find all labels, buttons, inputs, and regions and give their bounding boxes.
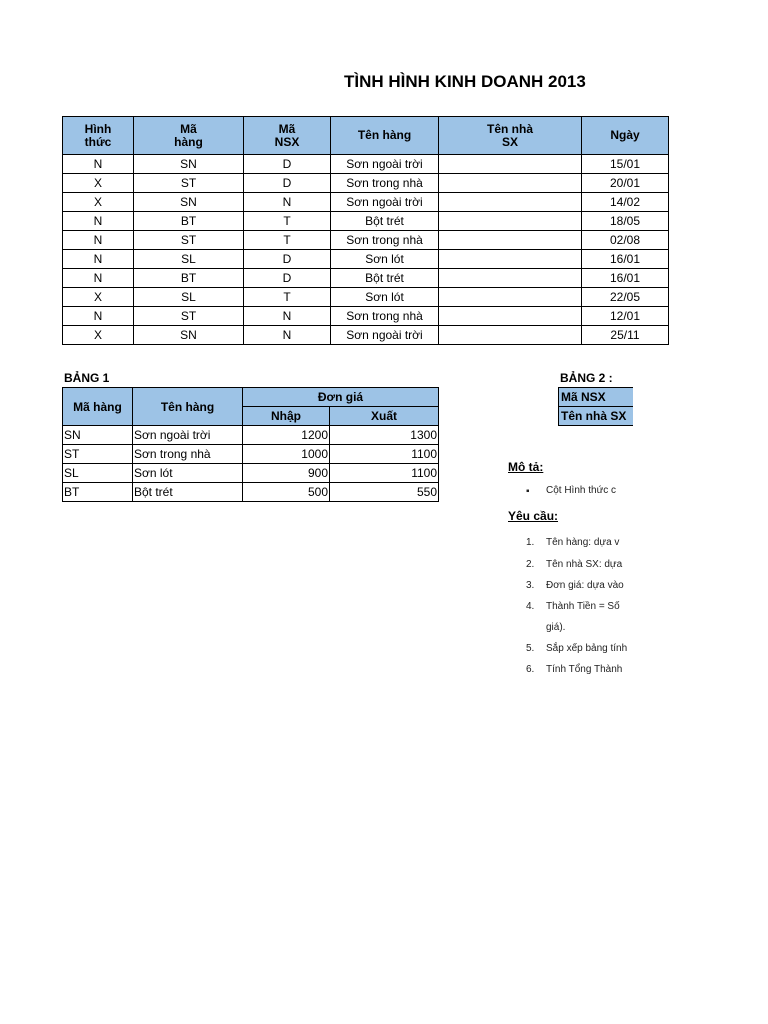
table-cell: 25/11 [582, 326, 669, 345]
table-row [63, 288, 669, 307]
table-cell: Sơn lót [331, 288, 439, 307]
notes-panel [508, 458, 634, 678]
table-row [63, 231, 669, 250]
table-cell: T [244, 212, 331, 231]
table-cell: T [244, 288, 331, 307]
requirement-number: 6. [526, 664, 535, 675]
header-cell: Xuất [330, 407, 439, 426]
table-cell: SN [134, 193, 244, 212]
table-row [63, 155, 669, 174]
table-cell [439, 250, 582, 269]
header-cell: Mã NSX [559, 388, 634, 407]
table-row [63, 212, 669, 231]
table-cell: 500 [243, 483, 330, 502]
table-cell: 1200 [243, 426, 330, 445]
table-cell: BT [63, 483, 133, 502]
table-cell: X [63, 288, 134, 307]
table-row [559, 388, 634, 407]
table-cell: N [63, 231, 134, 250]
table-row [63, 250, 669, 269]
table-cell: 1300 [330, 426, 439, 445]
table-cell [439, 212, 582, 231]
table-cell: Sơn ngoài trời [331, 326, 439, 345]
requirement-number: 2. [526, 559, 535, 570]
requirement-number: 1. [526, 537, 535, 548]
table-cell: X [63, 326, 134, 345]
table-row [63, 445, 439, 464]
table-cell: 1100 [330, 445, 439, 464]
requirement-text: Thành Tiền = Số [546, 601, 620, 612]
table-cell: ST [63, 445, 133, 464]
table-cell: BT [134, 212, 244, 231]
requirement-text: giá). [546, 622, 566, 633]
table-cell: Sơn trong nhà [331, 307, 439, 326]
table-cell: 16/01 [582, 250, 669, 269]
table-cell: Sơn ngoài trời [331, 193, 439, 212]
table-cell [439, 231, 582, 250]
requirement-text: Đơn giá: dựa vào [546, 580, 624, 591]
table-cell: 550 [330, 483, 439, 502]
table-cell: D [244, 174, 331, 193]
table-cell: N [63, 212, 134, 231]
business-table [62, 116, 669, 345]
table-cell: D [244, 269, 331, 288]
table-cell: N [63, 269, 134, 288]
table-cell: T [244, 231, 331, 250]
header-cell: Tên nhà SX [439, 117, 582, 155]
requirements-heading: Yêu cầu: [508, 509, 559, 523]
bullet-icon: ▪ [526, 486, 530, 497]
header-row [63, 388, 439, 407]
table-cell: N [63, 307, 134, 326]
table-cell: 900 [243, 464, 330, 483]
header-cell: Mã NSX [244, 117, 331, 155]
table-cell: ST [134, 231, 244, 250]
table-cell: D [244, 250, 331, 269]
table-cell: SN [134, 155, 244, 174]
table-cell: N [63, 155, 134, 174]
table-cell: Sơn trong nhà [331, 231, 439, 250]
requirement-number: 4. [526, 601, 535, 612]
table-cell: 14/02 [582, 193, 669, 212]
table-cell: X [63, 193, 134, 212]
table-cell: SL [134, 250, 244, 269]
table-cell: Sơn trong nhà [133, 445, 243, 464]
header-cell: Mã hàng [134, 117, 244, 155]
table-cell [439, 174, 582, 193]
requirement-text: Sắp xếp bảng tính [546, 643, 628, 654]
table-cell: 02/08 [582, 231, 669, 250]
table-cell [439, 155, 582, 174]
table-row [63, 269, 669, 288]
table-cell [439, 269, 582, 288]
table-row [63, 464, 439, 483]
table-cell: 22/05 [582, 288, 669, 307]
table-cell: D [244, 155, 331, 174]
table-cell: 15/01 [582, 155, 669, 174]
table-cell: SN [134, 326, 244, 345]
table-cell: X [63, 174, 134, 193]
table-cell: ST [134, 174, 244, 193]
page-title: TÌNH HÌNH KINH DOANH 2013 [344, 72, 586, 91]
table-row [63, 307, 669, 326]
table-cell: ST [134, 307, 244, 326]
table-cell: 1100 [330, 464, 439, 483]
table-cell [439, 288, 582, 307]
description-heading: Mô tả: [508, 460, 544, 474]
table-cell: 20/01 [582, 174, 669, 193]
requirement-number: 5. [526, 643, 535, 654]
table-cell: SN [63, 426, 133, 445]
table-cell: Bột trét [331, 269, 439, 288]
table-cell: 16/01 [582, 269, 669, 288]
table-cell: N [244, 326, 331, 345]
requirement-number: 3. [526, 580, 535, 591]
table-row [63, 483, 439, 502]
requirement-text: Tên nhà SX: dựa [546, 559, 623, 570]
table-cell: N [244, 193, 331, 212]
header-cell: Ngày [582, 117, 669, 155]
manufacturer-table [558, 387, 633, 426]
table-cell: BT [134, 269, 244, 288]
description-text: Cột Hình thức c [546, 485, 617, 496]
table-cell: 1000 [243, 445, 330, 464]
header-cell: Mã hàng [63, 388, 133, 426]
table-cell: Bột trét [133, 483, 243, 502]
table-row [63, 174, 669, 193]
table-cell: Bột trét [331, 212, 439, 231]
header-cell: Tên hàng [331, 117, 439, 155]
table-row [559, 407, 634, 426]
table2-label: BẢNG 2 : [560, 371, 613, 385]
header-cell: Đơn giá [243, 388, 439, 407]
header-cell: Hình thức [63, 117, 134, 155]
table-cell: Sơn ngoài trời [133, 426, 243, 445]
table-cell: Sơn lót [133, 464, 243, 483]
table-cell: 18/05 [582, 212, 669, 231]
requirement-text: Tính Tổng Thành [546, 664, 623, 675]
header-cell: Tên nhà SX [559, 407, 634, 426]
table-row [63, 193, 669, 212]
table-row [63, 326, 669, 345]
table-row [63, 426, 439, 445]
table-cell: Sơn lót [331, 250, 439, 269]
table-cell [439, 326, 582, 345]
table-cell: Sơn ngoài trời [331, 155, 439, 174]
header-cell: Tên hàng [133, 388, 243, 426]
requirement-text: Tên hàng: dựa v [546, 537, 620, 548]
table-cell [439, 307, 582, 326]
table-cell: N [63, 250, 134, 269]
table-cell: N [244, 307, 331, 326]
table-cell: 12/01 [582, 307, 669, 326]
table-cell [439, 193, 582, 212]
table-cell: SL [134, 288, 244, 307]
price-table [62, 387, 439, 502]
header-row [63, 117, 669, 155]
table-cell: SL [63, 464, 133, 483]
table-cell: Sơn trong nhà [331, 174, 439, 193]
header-cell: Nhập [243, 407, 330, 426]
table1-label: BẢNG 1 [64, 371, 110, 385]
